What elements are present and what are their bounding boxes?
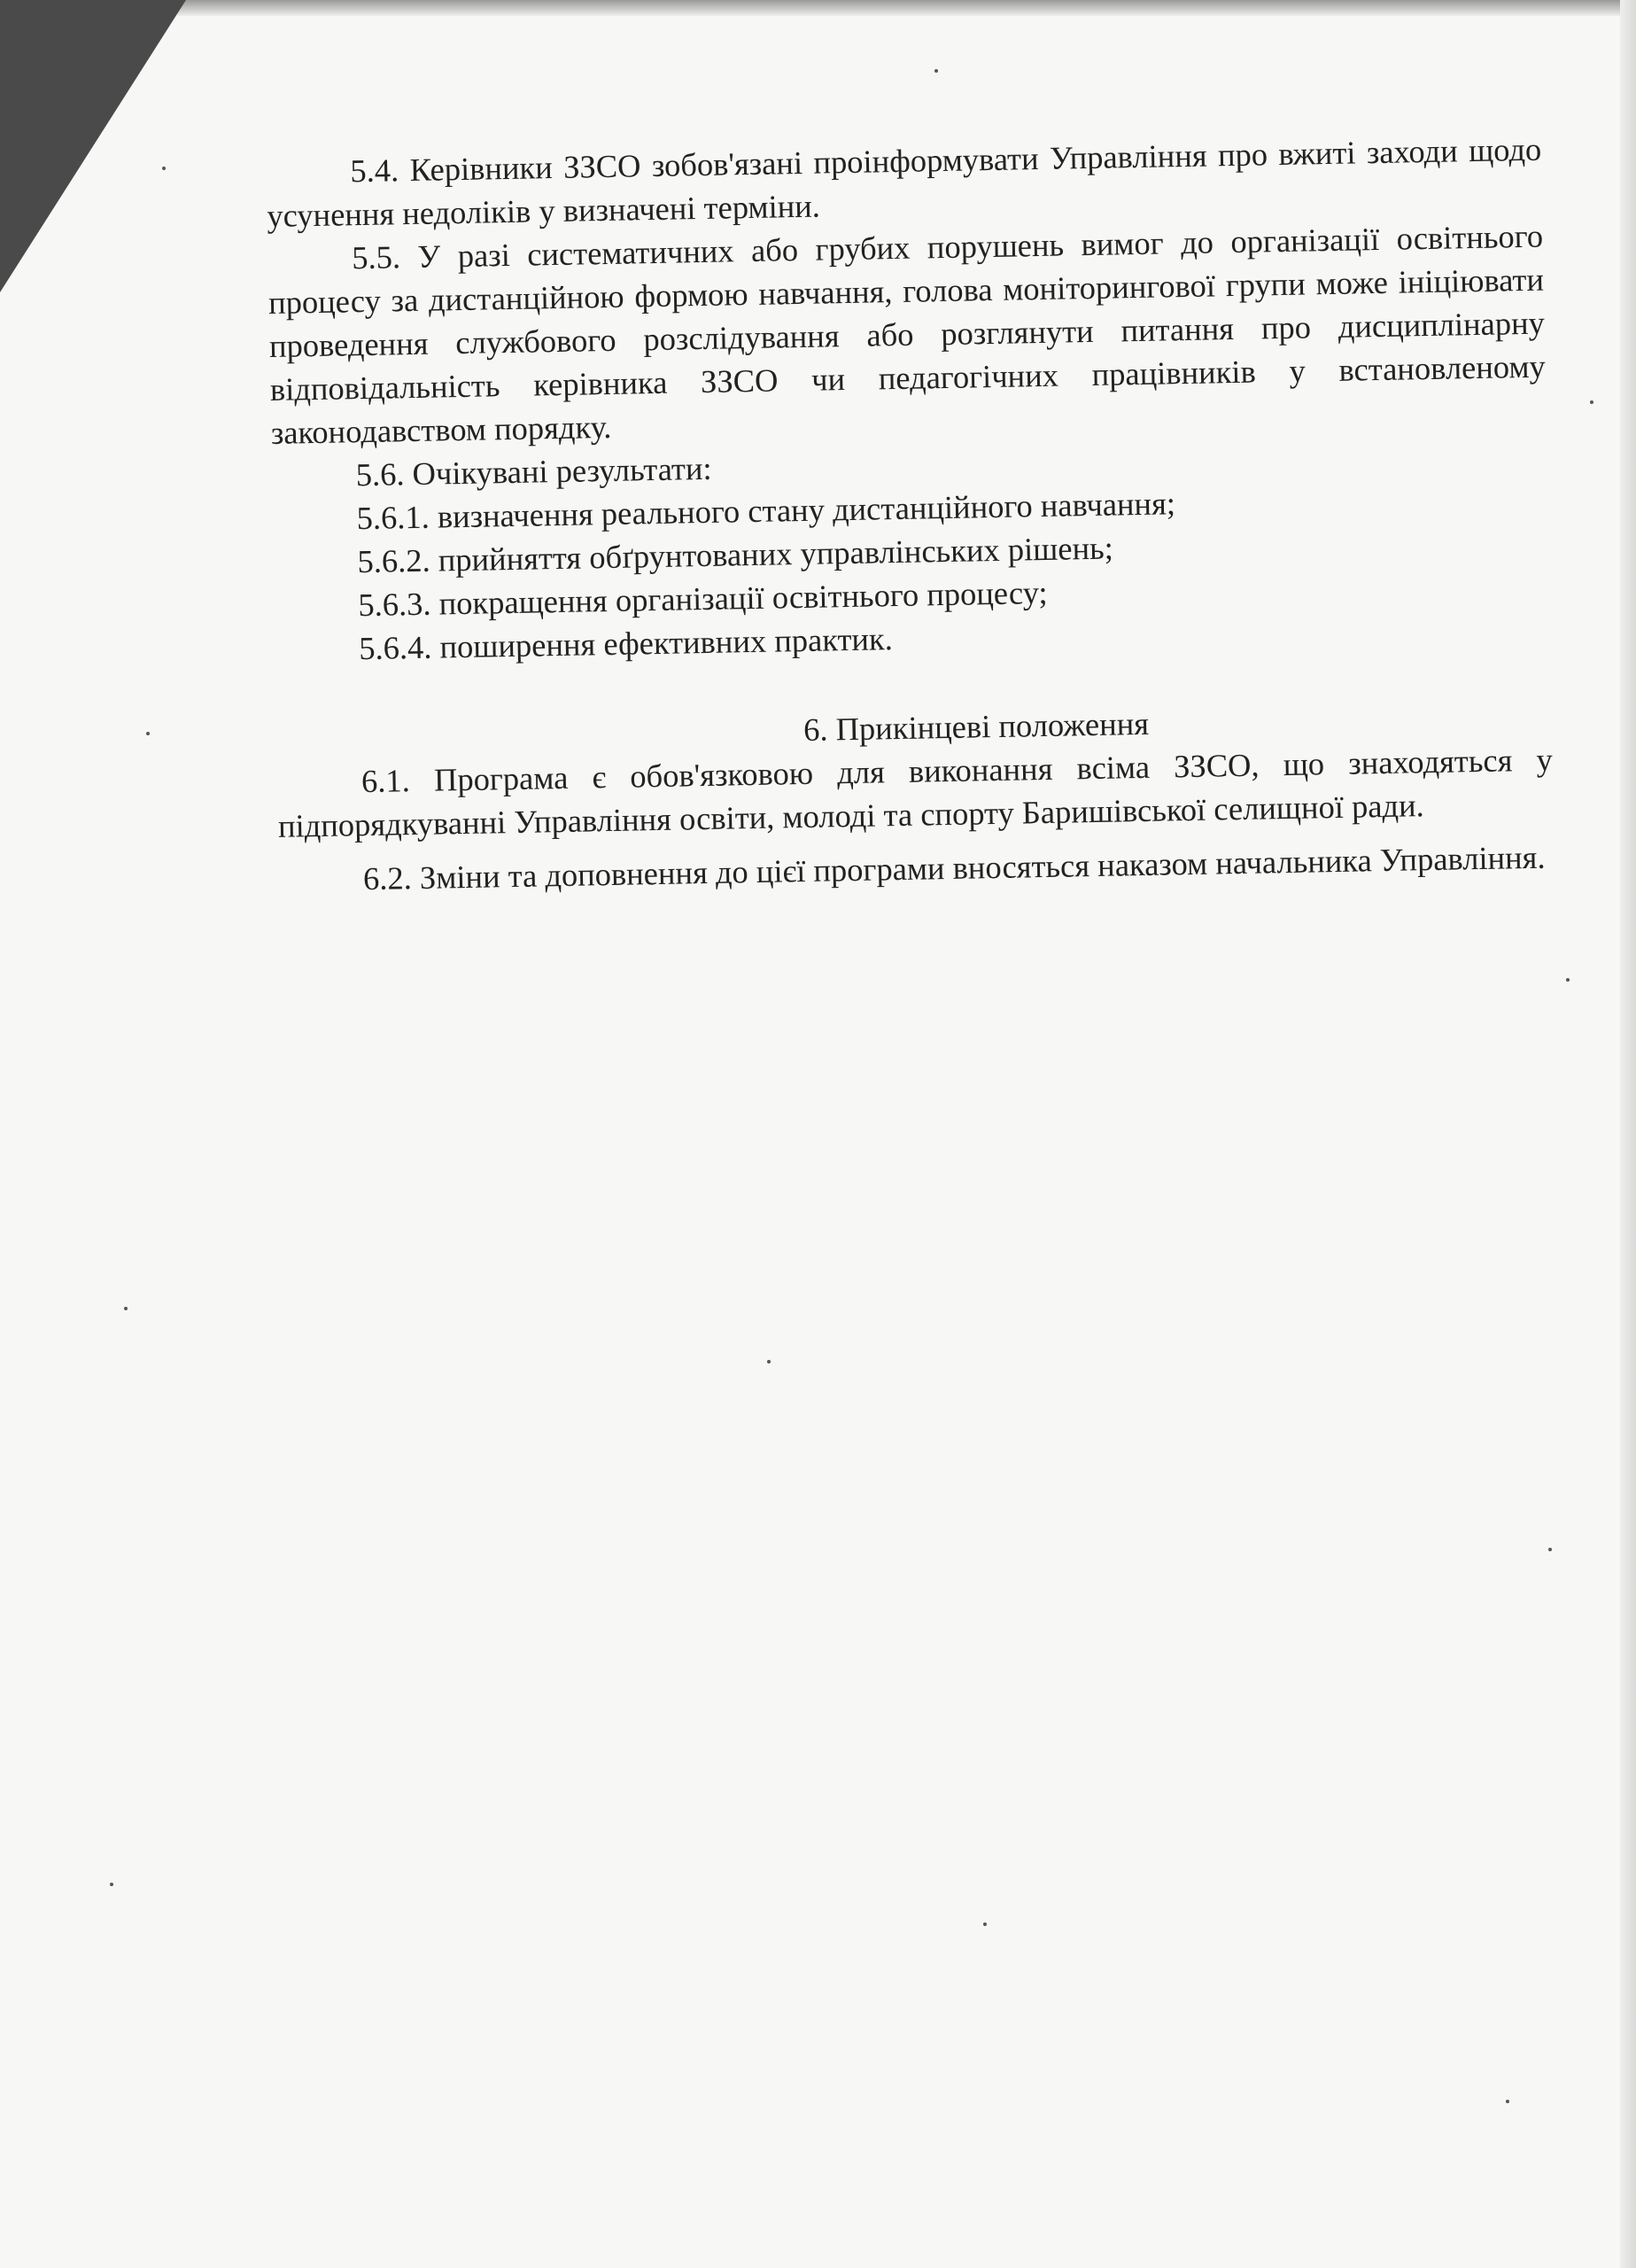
list-item-5-6-1: 5.6.1. визначення реального стану дистанційного навчання; (356, 485, 1176, 537)
paragraph-5-6: 5.6. Очікувані результати: (355, 449, 712, 493)
scan-top-edge (177, 0, 1636, 16)
paragraph-5-5: 5.5. У разі систематичних або грубих порушень вимог до організації освітнього процесу за дистанційною формою навчання, голова моніторингової групи може ініціювати проведення службового розслідування або розглянути питання про дисциплінарну відповідальність керівника ЗЗСО чи педагогічних працівників у встановленому законодавством порядку. (267, 217, 1547, 451)
list-item-5-6-4: 5.6.4. поширення ефективних практик. (358, 620, 894, 667)
paragraph-6-2: 6.2. Зміни та доповнення до цієї програми вносяться наказом начальника Управління. (362, 838, 1546, 897)
scan-speck (934, 69, 938, 73)
scan-speck (983, 1922, 987, 1926)
scan-speck (162, 167, 166, 170)
scan-speck (124, 1307, 128, 1310)
scan-speck (1566, 978, 1570, 982)
document-body (266, 128, 1555, 902)
scan-speck (767, 1360, 771, 1363)
scan-speck (1506, 2100, 1509, 2103)
list-item-5-6-3: 5.6.3. покращення організації освітнього процесу; (358, 573, 1048, 624)
scan-speck (1590, 400, 1593, 404)
scan-speck (146, 732, 150, 735)
paragraph-6-1: 6.1. Програма є обов'язковою для виконання всіма ЗЗСО, що знаходяться у підпорядкуванні Управління освіти, молоді та спорту Баришівської селищної ради. (277, 741, 1554, 844)
scan-speck (110, 1883, 113, 1886)
scan-right-edge (1620, 0, 1636, 2268)
scan-speck (1548, 1548, 1552, 1551)
scanner-corner (0, 0, 186, 292)
paragraph-5-4: 5.4. Керівники ЗЗСО зобов'язані проінформувати Управління про вжиті заходи щодо усунення недоліків у визначені терміни. (266, 130, 1542, 234)
section-6-heading: 6. Прикінцеві положення (802, 704, 1150, 748)
list-item-5-6-2: 5.6.2. прийняття обґрунтованих управлінських рішень; (357, 529, 1114, 580)
